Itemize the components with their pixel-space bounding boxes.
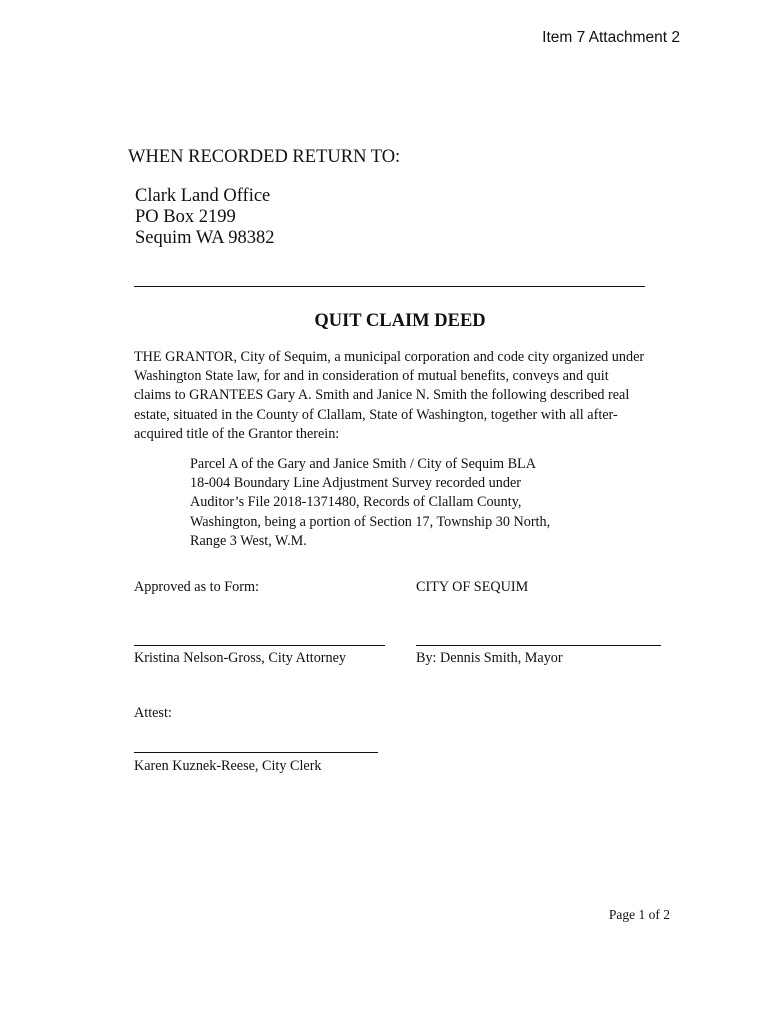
clerk-signature-line bbox=[134, 752, 378, 753]
paragraph-line: claims to GRANTEES Gary A. Smith and Janice N. Smith the following described real bbox=[134, 387, 630, 404]
legal-line: Range 3 West, W.M. bbox=[190, 532, 307, 549]
paragraph-line: estate, situated in the County of Clallam, State of Washington, together with all after- bbox=[134, 406, 618, 423]
mayor-name: By: Dennis Smith, Mayor bbox=[416, 650, 563, 666]
paragraph-line: acquired title of the Grantor therein: bbox=[134, 425, 340, 442]
legal-line: Washington, being a portion of Section 17, Township 30 North, bbox=[190, 513, 551, 530]
mayor-signature-line bbox=[416, 645, 661, 646]
return-address-line: Clark Land Office bbox=[135, 186, 271, 206]
return-to-heading: WHEN RECORDED RETURN TO: bbox=[128, 147, 401, 167]
legal-line: Auditor’s File 2018-1371480, Records of Clallam County, bbox=[190, 494, 522, 511]
paragraph-line: Washington State law, for and in consideration of mutual benefits, conveys and quit bbox=[134, 368, 609, 385]
city-of-sequim-label: CITY OF SEQUIM bbox=[416, 579, 529, 595]
legal-description bbox=[190, 455, 550, 551]
deed-title: QUIT CLAIM DEED bbox=[314, 311, 486, 331]
city-attorney-name: Kristina Nelson-Gross, City Attorney bbox=[134, 650, 347, 666]
header-divider bbox=[134, 286, 645, 287]
paragraph-line: THE GRANTOR, City of Sequim, a municipal corporation and code city organized under bbox=[134, 349, 645, 365]
return-address-line: Sequim WA 98382 bbox=[135, 228, 275, 248]
grantor-paragraph bbox=[134, 348, 674, 444]
approved-as-to-form-label: Approved as to Form: bbox=[134, 579, 259, 595]
legal-line: Parcel A of the Gary and Janice Smith / City of Sequim BLA bbox=[190, 456, 536, 472]
attachment-label: Item 7 Attachment 2 bbox=[542, 29, 680, 46]
attest-label: Attest: bbox=[134, 705, 172, 721]
return-address-line: PO Box 2199 bbox=[135, 207, 236, 227]
city-clerk-name: Karen Kuznek-Reese, City Clerk bbox=[134, 758, 322, 774]
page-number: Page 1 of 2 bbox=[608, 907, 670, 922]
attorney-signature-line bbox=[134, 645, 385, 646]
legal-line: 18-004 Boundary Line Adjustment Survey recorded under bbox=[190, 475, 521, 492]
